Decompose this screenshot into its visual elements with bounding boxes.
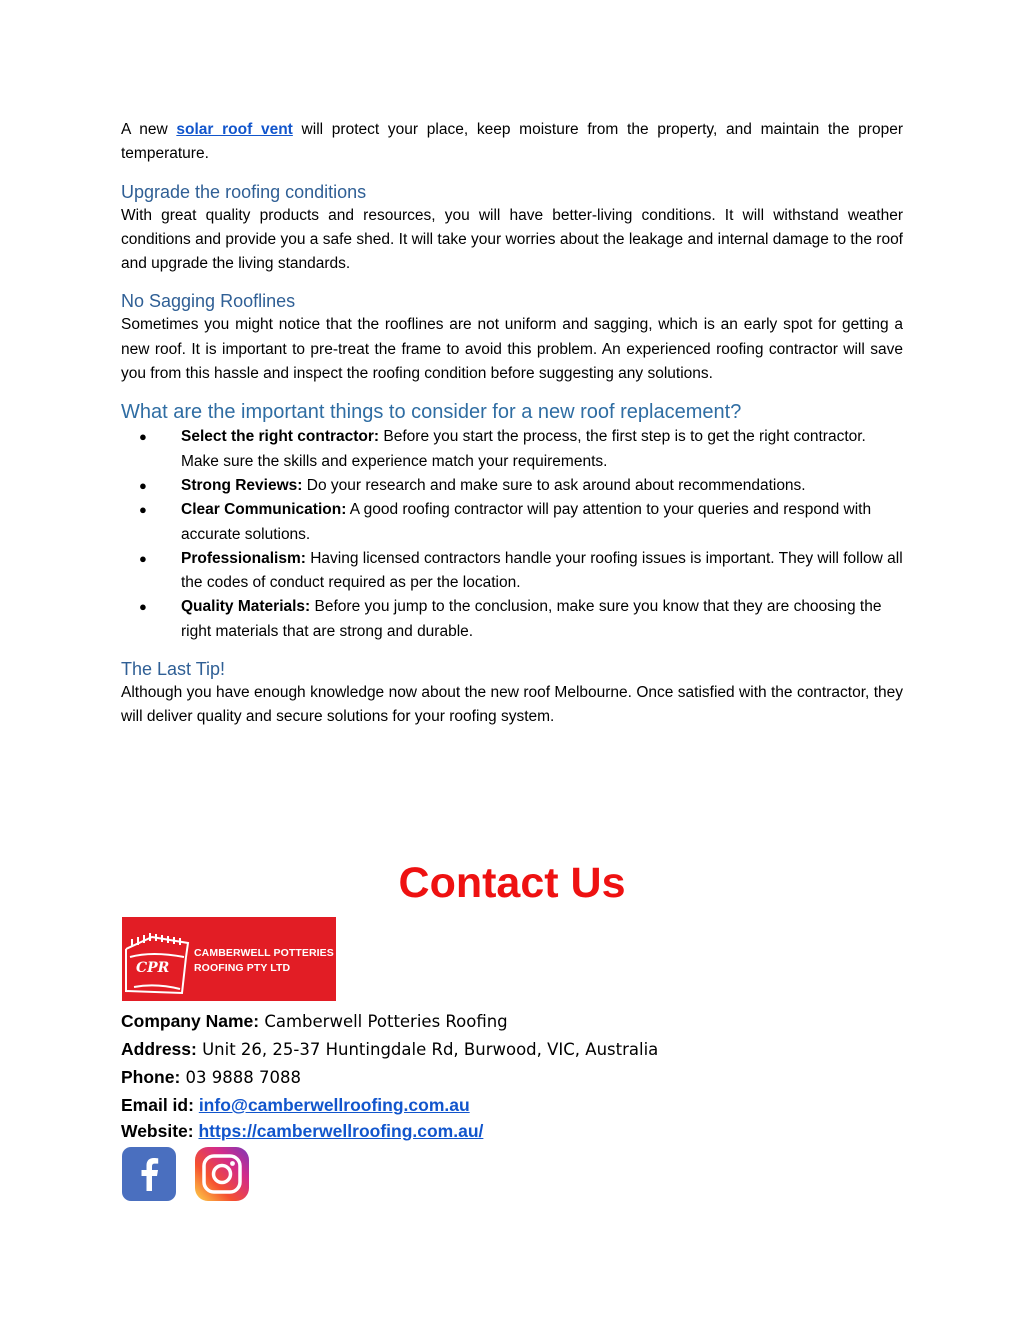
item-label: Quality Materials: bbox=[181, 598, 311, 616]
phone-row bbox=[121, 1065, 658, 1093]
item-text: Before you start the process, the first step is to get the right contractor. Make sure the skills and experience match your requirements. bbox=[181, 428, 866, 470]
contact-us-title: Contact Us bbox=[398, 859, 626, 907]
intro-prefix: A new bbox=[121, 121, 177, 138]
address-label: Address: bbox=[121, 1039, 197, 1059]
bullet-icon: ● bbox=[139, 550, 147, 566]
document-body bbox=[121, 118, 903, 730]
address-row bbox=[121, 1037, 658, 1065]
logo-line1: CAMBERWELL POTTERIES bbox=[194, 947, 334, 959]
section-heading-sagging: No Sagging Rooflines bbox=[121, 291, 296, 312]
section-body-sagging: Sometimes you might notice that the rooflines are not uniform and sagging, which is an early spot for getting a new roof. It is important to pre-treat the frame to avoid this problem. An experienced roofing contractor will save you from this hassle and inspect the roofing condition before suggesting any solutions. bbox=[121, 316, 903, 383]
logo-line2: ROOFING PTY LTD bbox=[194, 962, 291, 974]
company-logo bbox=[122, 917, 336, 1001]
logo-text bbox=[194, 946, 334, 976]
intro-paragraph bbox=[121, 118, 903, 167]
company-label: Company Name: bbox=[121, 1011, 260, 1031]
company-row bbox=[121, 1009, 658, 1037]
list-item bbox=[121, 425, 903, 474]
list-item bbox=[121, 498, 903, 547]
bullet-icon: ● bbox=[139, 429, 147, 445]
item-label: Professionalism: bbox=[181, 549, 306, 567]
item-label: Strong Reviews: bbox=[181, 476, 303, 494]
list-item bbox=[121, 474, 903, 498]
intro-suffix: will protect your place, keep moisture from the property, and maintain the proper temperature. bbox=[121, 121, 903, 163]
item-text: Having licensed contractors handle your roofing issues is important. They will follow all the codes of conduct required as per the location. bbox=[181, 549, 903, 592]
email-label: Email id: bbox=[121, 1095, 194, 1115]
list-item bbox=[121, 595, 903, 644]
last-tip-heading: The Last Tip! bbox=[121, 659, 226, 680]
phone-value: 03 9888 7088 bbox=[180, 1068, 302, 1087]
considerations-list bbox=[121, 425, 903, 644]
phone-label: Phone: bbox=[121, 1067, 181, 1087]
contact-details bbox=[121, 1009, 658, 1145]
item-label: Clear Communication: bbox=[181, 501, 347, 519]
section-heading-upgrade: Upgrade the roofing conditions bbox=[121, 181, 367, 202]
bullet-icon: ● bbox=[139, 477, 147, 493]
address-value: Unit 26, 25-37 Huntingdale Rd, Burwood, VIC, Australia bbox=[196, 1040, 659, 1059]
company-value: Camberwell Potteries Roofing bbox=[259, 1012, 508, 1031]
facebook-icon[interactable] bbox=[121, 1147, 177, 1201]
website-label: Website: bbox=[121, 1121, 194, 1141]
solar-roof-vent-link[interactable]: solar roof vent bbox=[176, 121, 293, 138]
list-item bbox=[121, 547, 903, 596]
logo-monogram: CPR bbox=[136, 960, 170, 976]
email-row bbox=[121, 1093, 658, 1119]
considerations-heading: What are the important things to consider for a new roof replacement? bbox=[121, 401, 742, 424]
item-text: A good roofing contractor will pay attention to your queries and respond with accurate solutions. bbox=[181, 501, 872, 543]
section-body-upgrade: With great quality products and resources, you will have better-living conditions. It will withstand weather conditions and provide you a safe shed. It will take your worries about the leakage and internal damage to the roof and upgrade the living standards. bbox=[121, 206, 903, 273]
email-link[interactable]: info@camberwellroofing.com.au bbox=[198, 1095, 470, 1115]
item-text: Do your research and make sure to ask around about recommendations. bbox=[302, 476, 806, 494]
bullet-icon: ● bbox=[139, 502, 147, 518]
website-link[interactable]: https://camberwellroofing.com.au/ bbox=[198, 1121, 484, 1141]
item-label: Select the right contractor: bbox=[181, 428, 380, 446]
item-text: Before you jump to the conclusion, make sure you know that they are choosing the right materials that are strong and durable. bbox=[181, 598, 882, 640]
instagram-icon[interactable] bbox=[194, 1147, 250, 1201]
last-tip-body: Although you have enough knowledge now about the new roof Melbourne. Once satisfied with the contractor, they will deliver quality and secure solutions for your roofing system. bbox=[121, 684, 903, 726]
logo-roof-icon bbox=[122, 917, 194, 1001]
bullet-icon: ● bbox=[139, 599, 147, 615]
website-row bbox=[121, 1119, 658, 1145]
